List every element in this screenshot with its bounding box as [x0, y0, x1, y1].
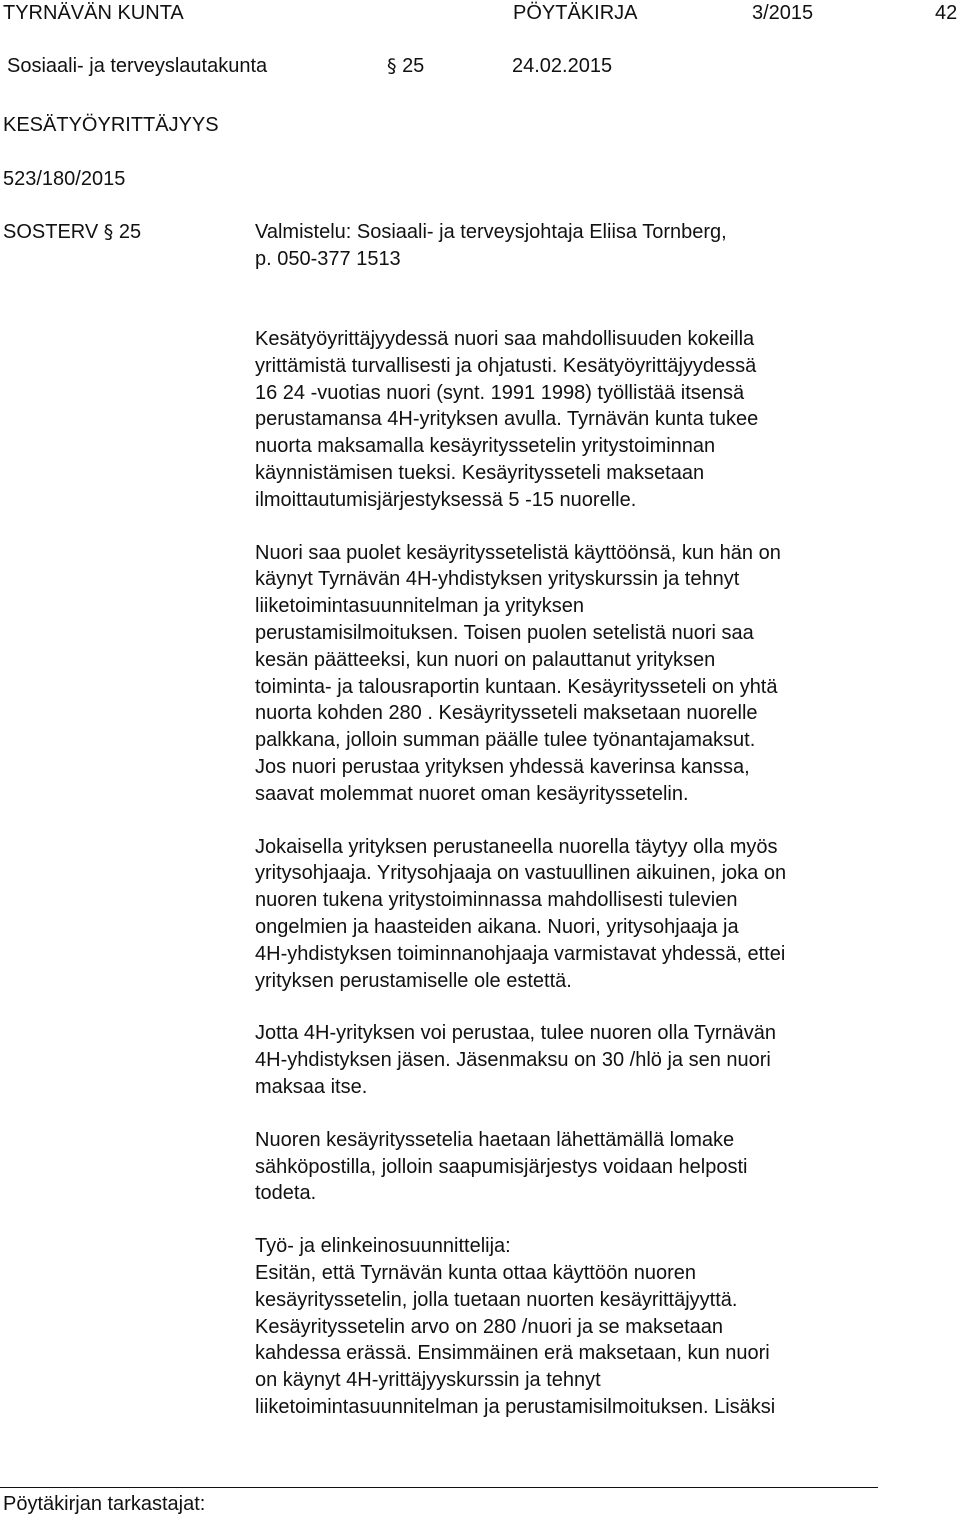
text-line: Nuoren kesäyrityssetelia haetaan lähettämällä lomake [255, 1128, 735, 1151]
text-line: perustamansa 4H-yrityksen avulla. Tyrnävän kunta tukee [255, 408, 759, 431]
document-number: 3/2015 [752, 2, 814, 24]
text-line: todeta. [255, 1182, 317, 1205]
text-line: palkkana, jolloin summan päälle tulee työnantajamaksut. [255, 729, 756, 752]
paragraph [255, 326, 945, 514]
text-line: saavat molemmat nuoret oman kesäyrityssetelin. [255, 782, 689, 805]
text-line: sähköpostilla, jolloin saapumisjärjestys voidaan helposti [255, 1155, 748, 1178]
text-line: kahdessa erässä. Ensimmäinen erä maksetaan, kun nuori [255, 1342, 770, 1365]
footer-divider [0, 1487, 878, 1488]
section-number: 25 [402, 55, 425, 77]
section-reference [387, 54, 424, 78]
text-line: Kesätyöyrittäjyydessä nuori saa mahdollisuuden kokeilla [255, 328, 755, 350]
text-line: yrityksen perustamiselle ole estettä. [255, 969, 572, 992]
text-line: nuoren tukena yritystoiminnassa mahdollisesti tulevien [255, 889, 738, 912]
reviewers-label: Pöytäkirjan tarkastajat: [3, 1493, 206, 1515]
preparer-line-1: Valmistelu: Sosiaali- ja terveysjohtaja Eliisa Tornberg, [255, 221, 727, 243]
document-type: PÖYTÄKIRJA [513, 2, 638, 24]
board-name: Sosiaali- ja terveyslautakunta [7, 55, 268, 77]
committee-reference [3, 220, 141, 244]
meeting-date: 24.02.2015 [512, 55, 613, 77]
text-line: liiketoimintasuunnitelman ja perustamisilmoituksen. Lisäksi [255, 1395, 776, 1418]
text-line: yrittämistä turvallisesti ja ohjatusti. Kesätyöyrittäjyydessä [255, 354, 757, 377]
paragraph [255, 540, 945, 808]
text-line: yritysohjaaja. Yritysohjaaja on vastuullinen aikuinen, joka on [255, 862, 787, 885]
body-text [255, 326, 945, 1421]
text-line: toiminta- ja talousraportin kuntaan. Kesäyritysseteli on yhtä [255, 675, 778, 698]
text-line: käynnistämisen tueksi. Kesäyritysseteli maksetaan [255, 461, 705, 484]
text-line: kesän päätteeksi, kun nuori on palauttanut yrityksen [255, 648, 716, 671]
municipality-name: TYRNÄVÄN KUNTA [3, 2, 184, 24]
text-line: on käynyt 4H-yrittäjyyskurssin ja tehnyt [255, 1369, 601, 1392]
text-line: ilmoittautumisjärjestyksessä 5 -15 nuorelle. [255, 488, 637, 511]
text-line: Nuori saa puolet kesäyrityssetelistä käyttöönsä, kun hän on [255, 541, 781, 564]
text-line: 4H-yhdistyksen toiminnanohjaaja varmistavat yhdessä, ettei [255, 942, 786, 965]
text-line: Jokaisella yrityksen perustaneella nuorella täytyy olla myös [255, 835, 778, 858]
text-line: ongelmien ja haasteiden aikana. Nuori, yritysohjaaja ja [255, 915, 739, 938]
text-line: 4H-yhdistyksen jäsen. Jäsenmaksu on 30 /hlö ja sen nuori [255, 1049, 771, 1072]
page-number: 42 [935, 2, 958, 24]
text-line: perustamisilmoituksen. Toisen puolen setelistä nuori saa [255, 621, 754, 644]
text-line: nuorta kohden 280 . Kesäyritysseteli maksetaan nuorelle [255, 702, 758, 725]
text-line: Jos nuori perustaa yrityksen yhdessä kaverinsa kanssa, [255, 755, 750, 778]
text-line: nuorta maksamalla kesäyrityssetelin yritystoiminnan [255, 435, 716, 458]
paragraph [255, 834, 945, 995]
paragraph [255, 1020, 945, 1100]
text-line: kesäyrityssetelin, jolla tuetaan nuorten kesäyrittäjyyttä. [255, 1288, 738, 1311]
text-line: Työ- ja elinkeinosuunnittelija: [255, 1235, 511, 1258]
committee-section-symbol: § [103, 221, 114, 243]
section-symbol: § [387, 55, 397, 77]
paragraph [255, 1233, 945, 1421]
record-number: 523/180/2015 [3, 168, 126, 190]
preparer-line-2: p. 050-377 1513 [255, 248, 401, 270]
item-title: KESÄTYÖYRITTÄJYYS [3, 114, 219, 136]
text-line: Kesäyrityssetelin arvo on 280 /nuori ja se maksetaan [255, 1315, 724, 1338]
text-line: Jotta 4H-yrityksen voi perustaa, tulee nuoren olla Tyrnävän [255, 1022, 777, 1045]
text-line: maksaa itse. [255, 1075, 368, 1098]
committee-reference-label: SOSTERV [3, 221, 99, 243]
text-line: 16 24 -vuotias nuori (synt. 1991 1998) työllistää itsensä [255, 381, 745, 404]
text-line: liiketoimintasuunnitelman ja yrityksen [255, 595, 585, 618]
committee-section-number: 25 [118, 221, 142, 243]
text-line: Esitän, että Tyrnävän kunta ottaa käyttöön nuoren [255, 1261, 697, 1284]
text-line: käynyt Tyrnävän 4H-yhdistyksen yrityskurssin ja tehnyt [255, 568, 740, 591]
paragraph [255, 1127, 945, 1207]
